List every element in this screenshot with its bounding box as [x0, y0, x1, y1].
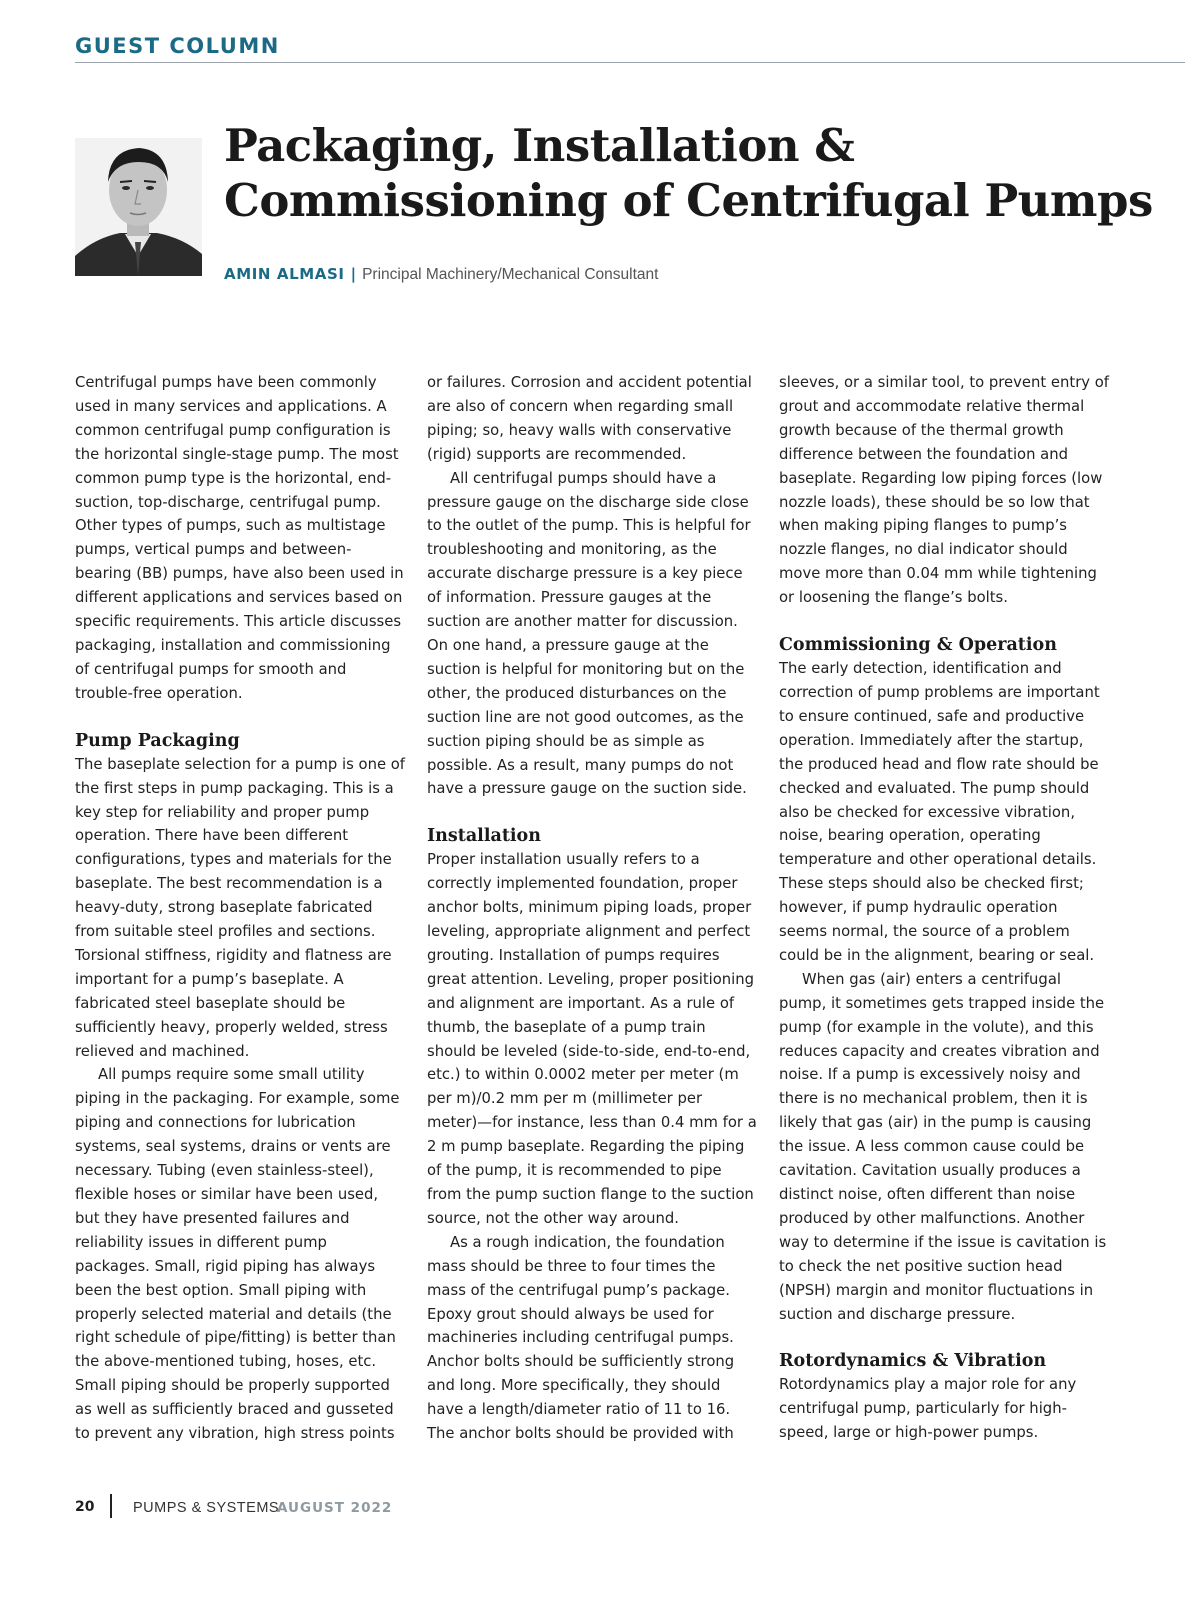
paragraph: As a rough indication, the foundation mass should be three to four times the mass of the centrifugal pump’s package. Epoxy grout should always be used for machineries including centrifugal pumps. Anchor bolts should be sufficiently strong and long. More specifically, they should have a length/diameter ratio of 11 to 16. The anchor bolts should be provided with: [427, 1233, 735, 1443]
author-role: Principal Machinery/Mechanical Consultant: [362, 266, 659, 283]
article-column-1: [75, 371, 405, 1446]
author-portrait: [75, 138, 202, 276]
section-heading-rotordynamics: Rotordynamics & Vibration: [779, 1351, 1047, 1372]
section-heading-commissioning: Commissioning & Operation: [779, 635, 1057, 656]
section-heading-pump-packaging: Pump Packaging: [75, 730, 240, 751]
byline: [224, 265, 658, 284]
header-divider: [75, 62, 1185, 63]
author-name: AMIN ALMASI: [224, 265, 345, 283]
title-line-1: Packaging, Installation &: [224, 119, 855, 172]
paragraph: Proper installation usually refers to a correctly implemented foundation, proper anchor bolts, minimum piping loads, proper leveling, appropriate alignment and perfect grouting. Installation of pumps requires great attention. Leveling, proper positioning and alignment are important. As a rule of thumb, the baseplate of a pump train should be leveled (side-to-side, end-to-end, etc.) to within 0.0002 meter per meter (m per m)/0.2 mm per m (millimeter per meter)—for instance, less than 0.4 mm for a 2 m pump baseplate. Regarding the piping of the pump, it is recommended to pipe from the pump suction flange to the suction source, not the other way around.: [427, 851, 757, 1227]
paragraph: Centrifugal pumps have been commonly used in many services and applications. A common centrifugal pump configuration is the horizontal single-stage pump. The most common pump type is the horizontal, end-suction, top-discharge, centrifugal pump. Other types of pumps, such as multistage pumps, vertical pumps and between-bearing (BB) pumps, have also been used in different applications and services based on specific requirements. This article discusses packaging, installation and commissioning of centrifugal pumps for smooth and trouble-free operation.: [75, 374, 404, 702]
paragraph: All pumps require some small utility piping in the packaging. For example, some piping and connections for lubrication systems, seal systems, drains or vents are necessary. Tubing (even stainless-steel), flexible hoses or similar have been used, but they have presented failures and reliability issues in different pump packages. Small, rigid piping has always been the best option. Small piping with properly selected material and details (the right schedule of pipe/fitting) is better than the above-mentioned tubing, hoses, etc. Small piping should be properly supported as well as sufficiently braced and gusseted to prevent any vibration, high stress points: [75, 1066, 400, 1443]
article-column-2: [427, 371, 757, 1446]
byline-separator: |: [350, 265, 357, 283]
page-number: 20: [75, 1499, 95, 1515]
footer-divider: [110, 1494, 112, 1518]
article-column-3: [779, 371, 1109, 1445]
paragraph: When gas (air) enters a centrifugal pump, it sometimes gets trapped inside the pump (for example in the volute), and this reduces capacity and creates vibration and noise. If a pump is excessively noisy and there is no mechanical problem, then it is likely that gas (air) in the pump is causing the issue. A less common cause could be cavitation. Cavitation usually produces a distinct noise, often different than noise produced by other malfunctions. Another way to determine if the issue is cavitation is to check the net positive suction head (NPSH) margin and monitor fluctuations in suction and discharge pressure.: [779, 970, 1107, 1323]
paragraph: All centrifugal pumps should have a pressure gauge on the discharge side close to the outlet of the pump. This is helpful for troubleshooting and monitoring, as the accurate discharge pressure is a key piece of information. Pressure gauges at the suction are another matter for discussion. On one hand, a pressure gauge at the suction is helpful for monitoring but on the other, the produced disturbances on the suction line are not good outcomes, as the suction piping should be as simple as possible. As a result, many pumps do not have a pressure gauge on the suction side.: [427, 469, 751, 798]
issue-date: AUGUST 2022: [277, 1500, 393, 1516]
article-title: [224, 118, 1184, 228]
section-heading-installation: Installation: [427, 826, 541, 847]
publication-name: PUMPS & SYSTEMS: [133, 1500, 280, 1516]
paragraph: The baseplate selection for a pump is one of the first steps in pump packaging. This is a key step for reliability and proper pump operation. There have been different configurations, types and materials for the baseplate. The best recommendation is a heavy-duty, strong baseplate fabricated from suitable steel profiles and sections. Torsional stiffness, rigidity and flatness are important for a pump’s baseplate. A fabricated steel baseplate should be sufficiently heavy, properly welded, stress relieved and machined.: [75, 755, 406, 1060]
title-line-2: Commissioning of Centrifugal Pumps: [224, 174, 1153, 227]
paragraph: sleeves, or a similar tool, to prevent entry of grout and accommodate relative thermal growth because of the thermal growth difference between the foundation and baseplate. Regarding low piping forces (low nozzle loads), these should be so low that when making piping flanges to pump’s nozzle flanges, no dial indicator should move more than 0.04 mm while tightening or loosening the flange’s bolts.: [779, 374, 1109, 607]
paragraph: or failures. Corrosion and accident potential are also of concern when regarding small piping; so, heavy walls with conservative (rigid) supports are recommended.: [427, 374, 752, 463]
paragraph: The early detection, identification and correction of pump problems are important to ensure continued, safe and productive operation. Immediately after the startup, the produced head and flow rate should be checked and evaluated. The pump should also be checked for excessive vibration, noise, bearing operation, operating temperature and other operational details. These steps should also be checked first; however, if pump hydraulic operation seems normal, the source of a problem could be in the alignment, bearing or seal.: [779, 660, 1100, 964]
section-label: GUEST COLUMN: [75, 34, 280, 58]
paragraph: Rotordynamics play a major role for any centrifugal pump, particularly for high-speed, large or high-power pumps.: [779, 1376, 1077, 1442]
